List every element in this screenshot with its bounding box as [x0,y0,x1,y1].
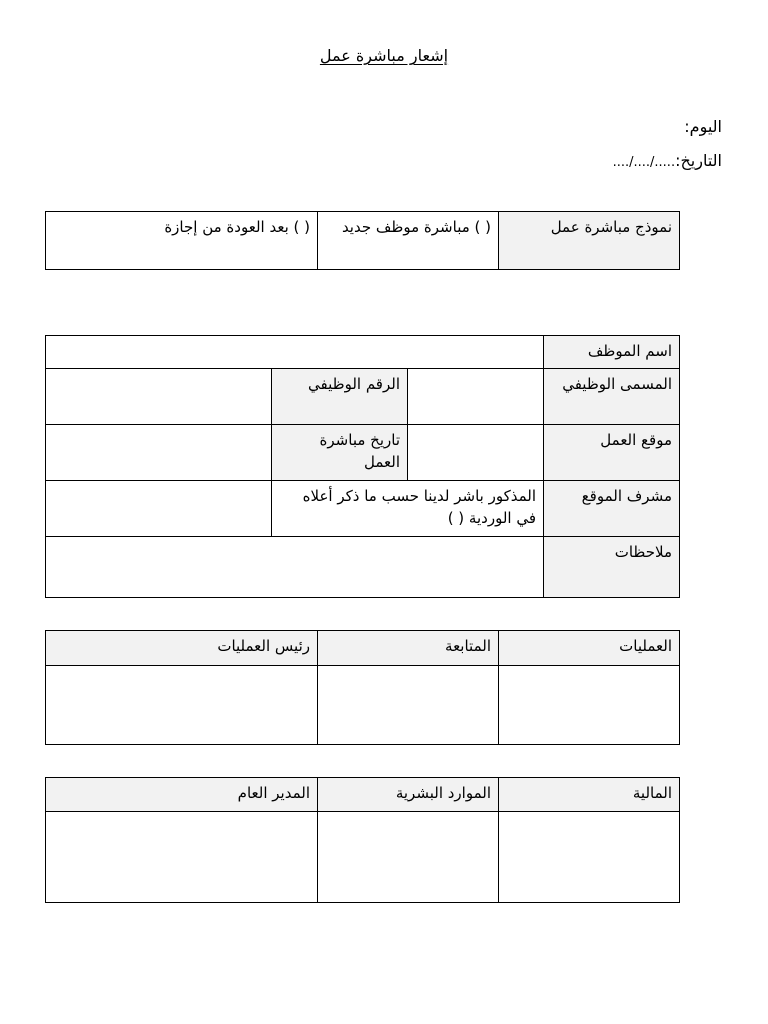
supervisor-statement: المذكور باشر لدينا حسب ما ذكر أعلاه في الوردية ( ) [272,481,544,537]
job-title-cell[interactable] [408,369,544,425]
site-supervisor-cell[interactable] [46,481,272,537]
operations-signature-table [45,630,680,745]
hr-signature-cell[interactable] [318,812,499,903]
form-type-label: نموذج مباشرة عمل [499,212,680,270]
form-type-table [45,211,680,270]
job-number-label: الرقم الوظيفي [272,369,408,425]
start-date-cell[interactable] [46,425,272,481]
start-date-label: تاريخ مباشرة العمل [272,425,408,481]
work-location-cell[interactable] [408,425,544,481]
employee-name-cell[interactable] [46,336,544,369]
date-placeholder: ..../..../..... [612,155,676,170]
hr-header: الموارد البشرية [318,778,499,812]
employee-name-label: اسم الموظف [544,336,680,369]
followup-header: المتابعة [318,631,499,666]
option-return-from-leave[interactable]: ( ) بعد العودة من إجازة [46,212,318,270]
work-location-label: موقع العمل [544,425,680,481]
notes-cell[interactable] [46,537,544,598]
employee-info-table [45,335,680,598]
operations-head-header: رئيس العمليات [46,631,318,666]
general-manager-header: المدير العام [46,778,318,812]
operations-header: العمليات [499,631,680,666]
finance-header: المالية [499,778,680,812]
management-signature-table [45,777,680,903]
job-number-cell[interactable] [46,369,272,425]
date-line [613,151,722,170]
day-label: اليوم: [684,117,722,136]
date-label: التاريخ: [675,151,722,170]
document-title: إشعار مباشرة عمل [319,46,449,65]
followup-signature-cell[interactable] [318,666,499,745]
general-manager-signature-cell[interactable] [46,812,318,903]
day-line [684,117,722,136]
operations-signature-cell[interactable] [499,666,680,745]
operations-head-signature-cell[interactable] [46,666,318,745]
option-new-employee[interactable]: ( ) مباشرة موظف جديد [318,212,499,270]
notes-label: ملاحظات [544,537,680,598]
finance-signature-cell[interactable] [499,812,680,903]
job-title-label: المسمى الوظيفي [544,369,680,425]
site-supervisor-label: مشرف الموقع [544,481,680,537]
